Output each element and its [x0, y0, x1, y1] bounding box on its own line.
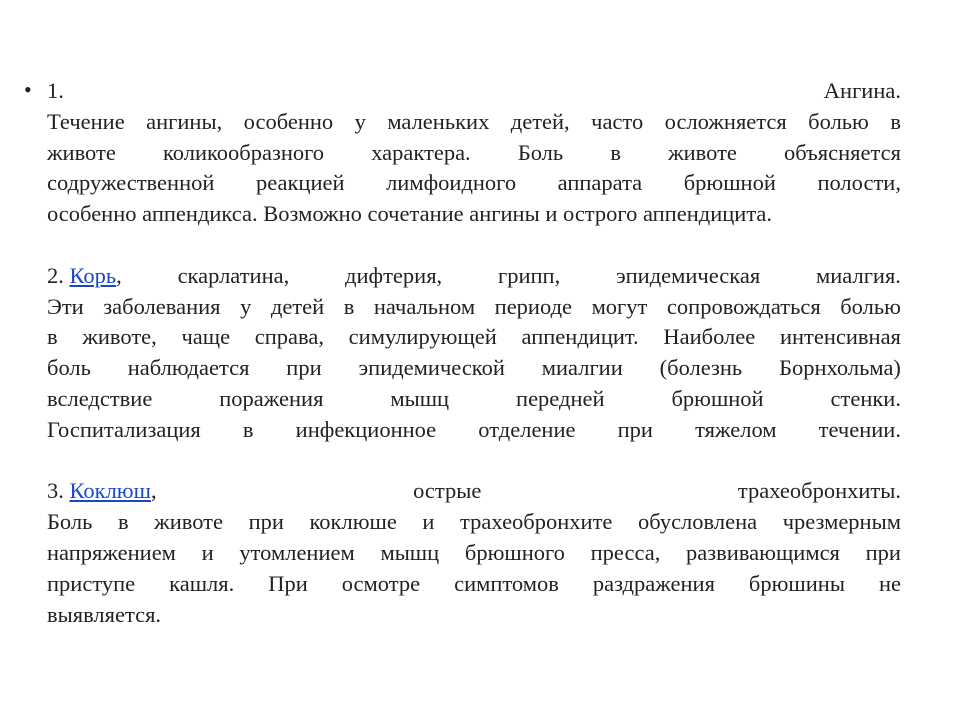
word: передней — [516, 385, 605, 411]
word: эпидемической — [358, 355, 505, 381]
word: содружественной — [47, 170, 215, 196]
paragraph-line — [47, 569, 901, 600]
paragraph-first-line — [47, 261, 901, 292]
paragraph-line — [47, 76, 901, 107]
word: , — [116, 262, 122, 288]
word: детей, — [510, 108, 570, 134]
word: справа, — [254, 324, 324, 350]
bullet-point: • — [24, 77, 32, 102]
word: эпидемическая — [615, 262, 761, 288]
word: обусловлена — [637, 509, 758, 535]
word: при — [286, 355, 322, 381]
paragraph-gap — [47, 230, 901, 261]
word: не — [878, 570, 901, 596]
word: в — [47, 324, 58, 350]
word: лимфоидного — [386, 170, 517, 196]
word: поражения — [219, 385, 324, 411]
word: раздражения — [592, 570, 715, 596]
word: сопровождаться — [666, 293, 821, 319]
word: Наиболее — [663, 324, 756, 350]
paragraph-line — [47, 199, 901, 230]
bullet-text — [47, 76, 901, 630]
paragraph-line — [47, 384, 901, 415]
word: Борнхольма) — [779, 355, 901, 381]
word: в — [242, 416, 254, 442]
word: кашля. — [169, 570, 235, 596]
word: течении. — [818, 416, 901, 442]
word: болью — [808, 108, 869, 134]
word: могут — [591, 293, 648, 319]
word: характера. — [371, 139, 471, 165]
word: осложняется — [664, 108, 787, 134]
word: Боль — [517, 139, 564, 165]
word: Госпитализация — [47, 416, 201, 442]
word: заболевания — [103, 293, 221, 319]
paragraph-measles — [47, 261, 901, 446]
paragraph-line — [47, 600, 901, 631]
word: особенно аппендикса. Возможно сочетание ангины и острого аппендицита. — [47, 201, 773, 227]
word: животе — [47, 139, 116, 165]
word: мышц — [390, 385, 450, 411]
word: вследствие — [47, 385, 153, 411]
paragraph-heading — [47, 261, 122, 292]
word: животе, — [82, 324, 157, 350]
word: инфекционное — [295, 416, 437, 442]
word: ангины, — [146, 108, 223, 134]
word: в — [117, 509, 129, 535]
word: брюшного — [464, 539, 565, 565]
word: коклюше — [309, 509, 397, 535]
item-number: 3. — [47, 478, 70, 504]
word: часто — [591, 108, 644, 134]
word: выявляется. — [47, 601, 162, 627]
disease-link[interactable]: Коклюш — [69, 478, 151, 504]
paragraph-line — [47, 138, 901, 169]
word: при — [865, 539, 901, 565]
paragraph-line — [47, 292, 901, 323]
word: Течение — [47, 108, 125, 134]
word: осмотре — [341, 570, 421, 596]
word: животе — [668, 139, 737, 165]
paragraph-pertussis — [47, 476, 901, 630]
word: скарлатина, — [177, 262, 290, 288]
word: трахеобронхиты. — [737, 478, 901, 504]
word: острые — [413, 478, 482, 504]
word: коликообразного — [162, 139, 325, 165]
word: аппарата — [557, 170, 643, 196]
word: в — [890, 108, 901, 134]
word: чрезмерным — [782, 509, 901, 535]
word: , — [150, 478, 157, 504]
word: полости, — [817, 170, 901, 196]
word: аппендицит. — [521, 324, 639, 350]
paragraph-line — [47, 507, 901, 538]
word: отделение — [478, 416, 576, 442]
word: брюшной — [671, 385, 764, 411]
word: пресса, — [590, 539, 661, 565]
word: Ангина. — [823, 78, 901, 103]
word: стенки. — [830, 385, 901, 411]
word: особенно — [243, 108, 334, 134]
paragraph-line — [47, 538, 901, 569]
word: развивающимся — [686, 539, 840, 565]
word: брюшины — [748, 570, 845, 596]
word: и — [201, 539, 214, 565]
word: в — [610, 139, 621, 165]
word: тяжелом — [695, 416, 777, 442]
word: периоде — [494, 293, 573, 319]
word: напряжением — [47, 539, 176, 565]
word: мышц — [380, 539, 440, 565]
word: при — [248, 509, 284, 535]
word: начальном — [373, 293, 476, 319]
paragraph-line — [47, 168, 901, 199]
item-number: 2. — [47, 262, 70, 288]
paragraph-heading — [47, 476, 157, 507]
word: 1. — [47, 78, 64, 103]
word: маленьких — [387, 108, 490, 134]
word: (болезнь — [659, 355, 743, 381]
disease-link[interactable]: Корь — [69, 262, 117, 288]
word: миалгии — [541, 355, 623, 381]
word: дифтерия, — [345, 262, 443, 288]
paragraph-gap — [47, 446, 901, 477]
word: у — [354, 108, 366, 134]
word: Боль — [47, 509, 93, 535]
paragraph-angina — [47, 76, 901, 230]
word: При — [268, 570, 308, 596]
word: в — [343, 293, 355, 319]
word: симптомов — [454, 570, 559, 596]
paragraph-line — [47, 107, 901, 138]
paragraph-line — [47, 353, 901, 384]
word: симулирующей — [348, 324, 497, 350]
paragraph-line — [47, 415, 901, 446]
word: при — [617, 416, 653, 442]
paragraph-line — [47, 322, 901, 353]
word: грипп, — [497, 262, 561, 288]
word: реакцией — [255, 170, 345, 196]
word: у — [240, 293, 252, 319]
word: утомлением — [239, 539, 355, 565]
paragraph-first-line — [47, 476, 901, 507]
word: брюшной — [683, 170, 776, 196]
word: и — [422, 509, 435, 535]
word: объясняется — [784, 139, 901, 165]
word: трахеобронхите — [460, 509, 613, 535]
word: боль — [47, 355, 91, 381]
word: Эти — [47, 293, 84, 319]
word: чаще — [181, 324, 231, 350]
word: миалгия. — [816, 262, 901, 288]
word: приступе — [47, 570, 136, 596]
word: наблюдается — [127, 355, 250, 381]
word: болью — [840, 293, 901, 319]
word: животе — [154, 509, 223, 535]
word: интенсивная — [779, 324, 901, 350]
word: детей — [270, 293, 325, 319]
